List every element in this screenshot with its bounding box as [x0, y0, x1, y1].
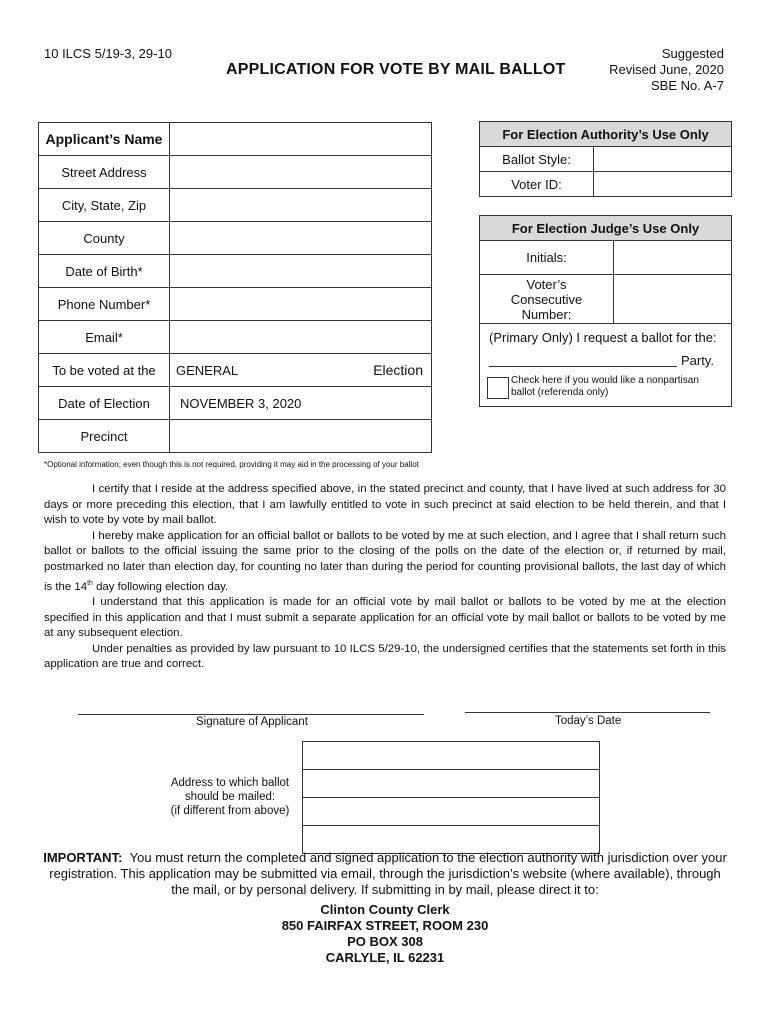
voter-id-field[interactable] — [594, 172, 732, 197]
election-date-label: Date of Election — [39, 387, 170, 420]
voter-number-label: Voter’s Consecutive Number: — [480, 275, 614, 324]
ballot-style-field[interactable] — [594, 147, 732, 172]
revised-date: Revised June, 2020 — [609, 62, 724, 77]
optional-info-footnote: *Optional information; even though this is not required, providing it may aid in the processing of your ballot — [44, 460, 419, 469]
date-of-birth-field[interactable] — [170, 255, 432, 288]
statute-reference: 10 ILCS 5/19-3, 29-10 — [44, 46, 172, 61]
clerk-pobox: PO BOX 308 — [347, 934, 423, 949]
date-of-birth-row — [39, 255, 432, 288]
party-label: Party. — [681, 353, 714, 368]
mailing-address-line-1[interactable] — [303, 742, 600, 770]
applicant-name-label: Applicant’s Name — [39, 123, 170, 156]
clerk-name: Clinton County Clerk — [320, 902, 450, 917]
primary-ballot-box — [479, 323, 732, 407]
certify-paragraph-4: Under penalties as provided by law pursuant to 10 ILCS 5/29-10, the undersigned certifies that the statements set forth in this application are true and correct. — [44, 642, 726, 671]
phone-number-field[interactable] — [170, 288, 432, 321]
certify-paragraph-3: I understand that this application is made for an official vote by mail ballot or ballots to be voted by me at the election specified in this application and that I must submit a separate application for an official vote by mail ballot or ballots to be voted by me at any subsequent election. — [44, 595, 726, 640]
signature-label: Signature of Applicant — [196, 716, 308, 728]
county-label: County — [39, 222, 170, 255]
important-notice — [40, 850, 730, 898]
city-state-zip-row — [39, 189, 432, 222]
election-type-field[interactable] — [170, 354, 432, 387]
clerk-street: 850 FAIRFAX STREET, ROOM 230 — [281, 918, 489, 933]
clerk-address — [0, 902, 770, 966]
precinct-label: Precinct — [39, 420, 170, 453]
certify-paragraph-2: I hereby make application for an official ballot or ballots to be voted by me at such election, and I agree that I shall return such ballot or ballots to the official issuing the same prior to the closing of the polls on the date of the election or, if returned by mail, postmarked no later than election day, for counting no later than during the period for counting provisional ballots, the last day of which is the 14th day following election day. — [44, 529, 726, 593]
email-row — [39, 321, 432, 354]
voter-number-field[interactable] — [614, 275, 732, 324]
email-label: Email* — [39, 321, 170, 354]
phone-number-label: Phone Number* — [39, 288, 170, 321]
election-judge-heading: For Election Judge’s Use Only — [480, 216, 732, 241]
mailing-address-box — [302, 741, 600, 854]
initials-field[interactable] — [614, 241, 732, 275]
form-number: SBE No. A-7 — [651, 78, 724, 93]
certify-paragraph-1: I certify that I reside at the address specified above, in the stated precinct and county, that I have lived at such address for 30 days or more preceding this election, that I am lawfully entitled to vote in such precinct at said election to be held therein, and that I wish to vote by vote by mail ballot. — [44, 483, 726, 527]
city-state-zip-field[interactable] — [170, 189, 432, 222]
email-field[interactable] — [170, 321, 432, 354]
form-title: APPLICATION FOR VOTE BY MAIL BALLOT — [226, 61, 566, 78]
party-field[interactable] — [489, 352, 677, 367]
phone-number-row — [39, 288, 432, 321]
important-label: IMPORTANT: — [43, 850, 123, 865]
street-address-row — [39, 156, 432, 189]
nonpartisan-label: Check here if you would like a nonpartisan ballot (referenda only) — [511, 375, 699, 398]
certification-text — [44, 482, 726, 673]
primary-request-text: (Primary Only) I request a ballot for the: — [489, 330, 717, 345]
mailing-address-line-3[interactable] — [303, 798, 600, 826]
election-authority-box — [479, 121, 732, 197]
county-row — [39, 222, 432, 255]
applicant-name-field[interactable] — [170, 123, 432, 156]
election-type-label: To be voted at the — [39, 354, 170, 387]
city-state-zip-label: City, State, Zip — [39, 189, 170, 222]
ballot-style-label: Ballot Style: — [480, 147, 594, 172]
initials-label: Initials: — [480, 241, 614, 275]
suggested-label: Suggested — [661, 46, 724, 61]
election-date-field[interactable]: NOVEMBER 3, 2020 — [170, 387, 432, 420]
form-revision-block — [609, 46, 724, 94]
election-type-value: GENERAL — [176, 362, 239, 378]
precinct-row — [39, 420, 432, 453]
street-address-label: Street Address — [39, 156, 170, 189]
todays-date-label: Today’s Date — [555, 715, 622, 727]
signature-line[interactable] — [78, 714, 424, 715]
election-type-row — [39, 354, 432, 387]
street-address-field[interactable] — [170, 156, 432, 189]
date-of-birth-label: Date of Birth* — [39, 255, 170, 288]
county-field[interactable] — [170, 222, 432, 255]
clerk-city: CARLYLE, IL 62231 — [325, 950, 445, 965]
mailing-address-line-2[interactable] — [303, 770, 600, 798]
important-text: You must return the completed and signed application to the election authority with jurisdiction over your registration. This application may be submitted via email, through the jurisdiction’s website (where available), through the mail, or by personal delivery. If submitting in by mail, please direct it to: — [49, 850, 727, 897]
election-authority-heading: For Election Authority’s Use Only — [480, 122, 732, 147]
mailing-address-label: Address to which ballot should be mailed: (if different from above) — [170, 777, 290, 817]
precinct-field[interactable] — [170, 420, 432, 453]
nonpartisan-checkbox[interactable] — [487, 377, 509, 399]
applicant-info-table — [38, 122, 432, 453]
voter-id-label: Voter ID: — [480, 172, 594, 197]
todays-date-line[interactable] — [465, 712, 710, 713]
applicant-name-row — [39, 123, 432, 156]
election-word: Election — [373, 362, 423, 378]
election-judge-box — [479, 215, 732, 324]
election-date-row — [39, 387, 432, 420]
